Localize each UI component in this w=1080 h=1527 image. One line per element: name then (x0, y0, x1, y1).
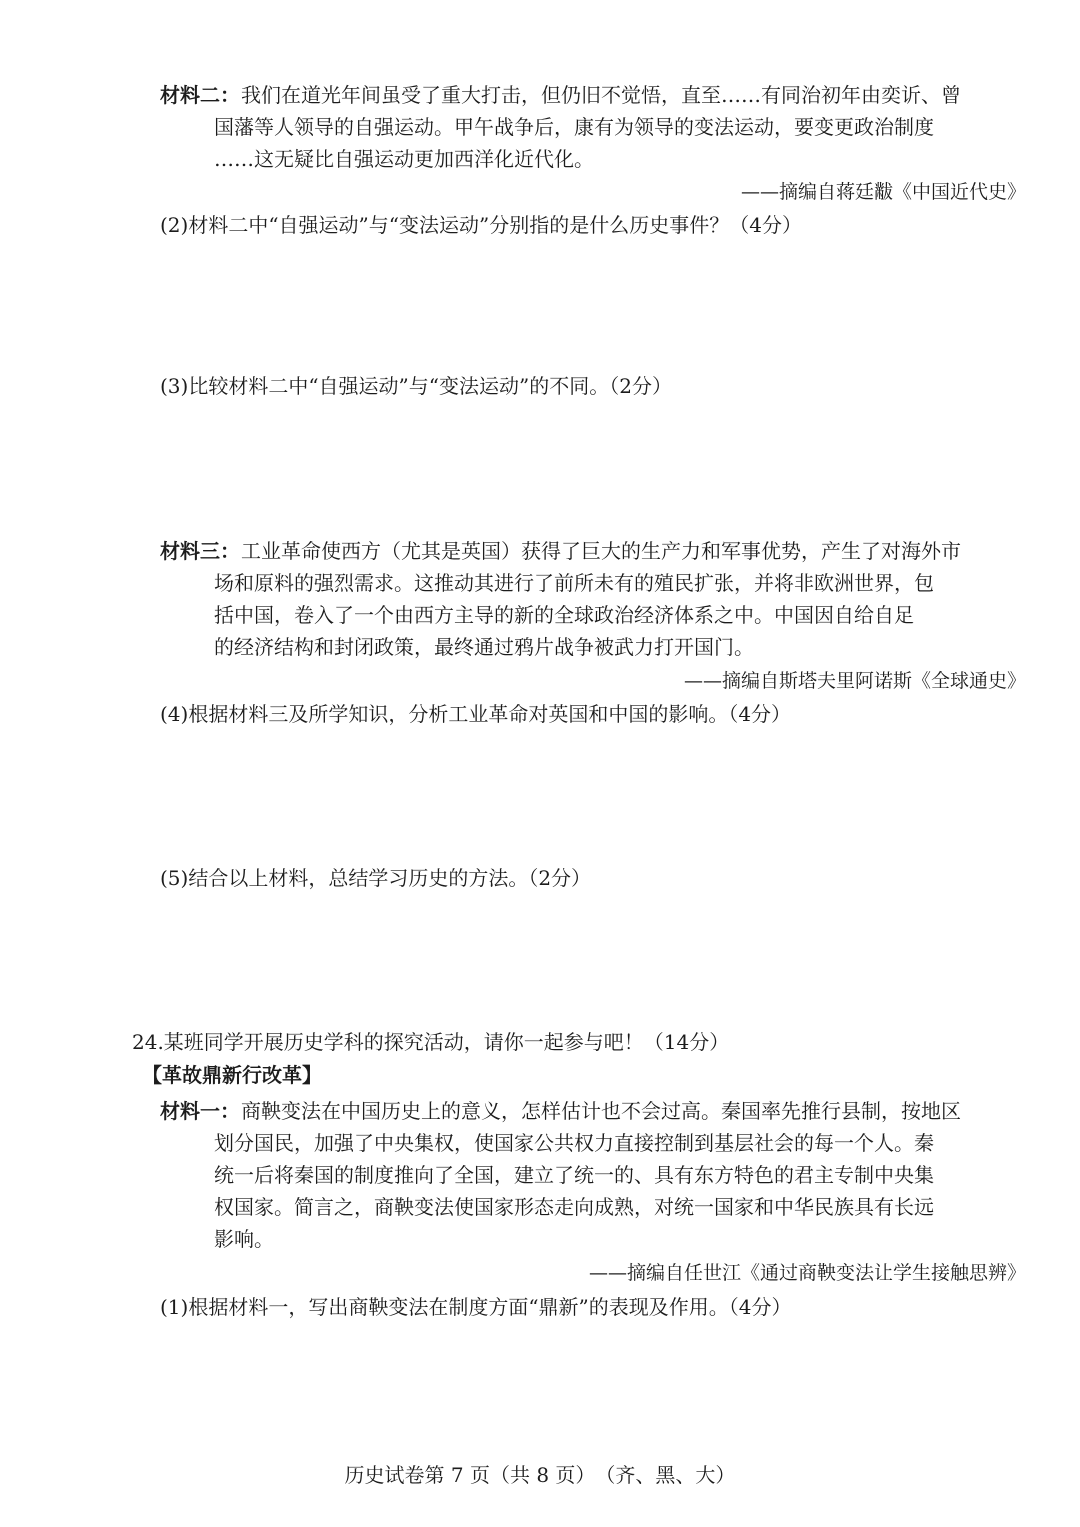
question-3: (3)比较材料二中“自强运动”与“变法运动”的不同。（2分） (160, 374, 672, 398)
material3-line-1: 工业革命使西方（尤其是英国）获得了巨大的生产力和军事优势，产生了对海外市 (241, 539, 961, 563)
question-5: (5)结合以上材料，总结学习历史的方法。（2分） (160, 866, 592, 890)
material3-line-3: 括中国，卷入了一个由西方主导的新的全球政治经济体系之中。中国因自给自足 (214, 603, 914, 627)
material3-source: ——摘编自斯塔夫里阿诺斯《全球通史》 (683, 670, 1026, 692)
material1-source: ——摘编自任世江《通过商鞅变法让学生接触思辨》 (588, 1262, 1026, 1284)
material2-source: ——摘编自蒋廷黻《中国近代史》 (740, 181, 1026, 203)
section-title: 【革故鼎新行改革】 (142, 1063, 322, 1087)
material1-line-3: 统一后将秦国的制度推向了全国，建立了统一的、具有东方特色的君主专制中央集 (214, 1163, 934, 1187)
question-2: (2)材料二中“自强运动”与“变法运动”分别指的是什么历史事件？（4分） (160, 213, 802, 237)
question-24-1: (1)根据材料一，写出商鞅变法在制度方面“鼎新”的表现及作用。（4分） (160, 1295, 792, 1319)
material1-line-5: 影响。 (214, 1227, 274, 1251)
question-24: 24.某班同学开展历史学科的探究活动，请你一起参与吧！（14分） (132, 1030, 730, 1054)
material1-label: 材料一： (160, 1099, 240, 1123)
material3-label: 材料三： (160, 539, 240, 563)
material3-line-2: 场和原料的强烈需求。这推动其进行了前所未有的殖民扩张，并将非欧洲世界，包 (214, 571, 934, 595)
material2-line-1: 我们在道光年间虽受了重大打击，但仍旧不觉悟，直至……有同治初年由奕䜣、曾 (241, 83, 961, 107)
material3-line-4: 的经济结构和封闭政策，最终通过鸦片战争被武力打开国门。 (214, 635, 754, 659)
page-footer: 历史试卷第 7 页（共 8 页） （齐、黑、大） (344, 1463, 736, 1487)
question-4: (4)根据材料三及所学知识，分析工业革命对英国和中国的影响。（4分） (160, 702, 792, 726)
material1-line-4: 权国家。简言之，商鞅变法使国家形态走向成熟，对统一国家和中华民族具有长远 (214, 1195, 934, 1219)
material1-line-1: 商鞅变法在中国历史上的意义，怎样估计也不会过高。秦国率先推行县制，按地区 (241, 1099, 961, 1123)
material1-line-2: 划分国民，加强了中央集权，使国家公共权力直接控制到基层社会的每一个人。秦 (214, 1131, 934, 1155)
material2-line-3: ……这无疑比自强运动更加西洋化近代化。 (214, 147, 594, 171)
material2-line-2: 国藩等人领导的自强运动。甲午战争后，康有为领导的变法运动，要变更政治制度 (214, 115, 934, 139)
material2-label: 材料二： (160, 83, 240, 107)
